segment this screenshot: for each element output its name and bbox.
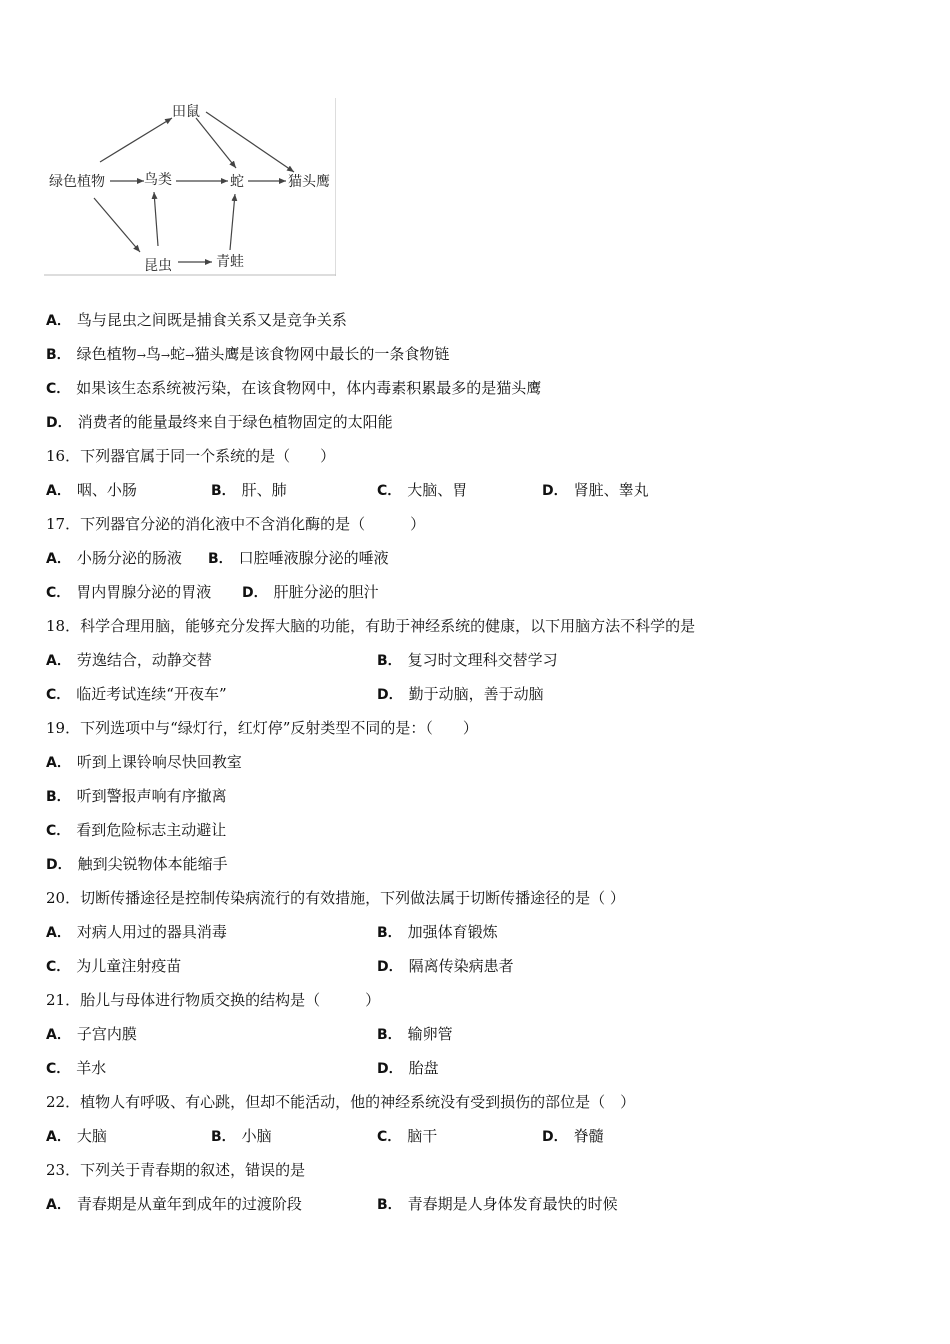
q19-option-b — [46, 786, 227, 807]
option-text: 胎盘 — [408, 1059, 439, 1077]
option-letter: A． — [46, 653, 71, 669]
option-text: 青春期是从童年到成年的过渡阶段 — [76, 1195, 302, 1213]
q16-option-b — [211, 480, 287, 501]
option-text: 鸟与昆虫之间既是捕食关系又是竞争关系 — [76, 311, 347, 329]
option-text: 脊髓 — [573, 1127, 604, 1145]
option-letter: D． — [377, 687, 403, 703]
q15-option-d — [46, 412, 393, 433]
option-letter: D． — [46, 415, 72, 431]
option-letter: C． — [377, 483, 402, 499]
q18-option-c — [46, 684, 227, 705]
q18-option-b — [377, 650, 558, 671]
q19-option-a — [46, 752, 242, 773]
option-text: 口腔唾液腺分泌的唾液 — [238, 549, 389, 567]
node-snake: 蛇 — [230, 174, 244, 190]
option-text-part: 绿色植物 — [76, 345, 137, 363]
option-text: 消费者的能量最终来自于绿色植物固定的太阳能 — [77, 413, 393, 431]
option-text: 临近考试连续“开夜车” — [76, 685, 227, 703]
q15-option-a — [46, 310, 347, 331]
option-text: 肾脏、睾丸 — [573, 481, 649, 499]
q22-stem: 22．植物人有呼吸、有心跳，但却不能活动，他的神经系统没有受到损伤的部位是（ ） — [46, 1093, 636, 1111]
option-text: 勤于动脑，善于动脑 — [408, 685, 544, 703]
option-text: 肝脏分泌的胆汁 — [273, 583, 379, 601]
option-text: 胃内胃腺分泌的胃液 — [76, 583, 212, 601]
option-text: 青春期是人身体发育最快的时候 — [407, 1195, 618, 1213]
option-letter: D． — [542, 483, 568, 499]
option-letter: C． — [46, 959, 71, 975]
option-letter: C． — [46, 687, 71, 703]
q19-stem: 19．下列选项中与“绿灯行，红灯停”反射类型不同的是：（ ） — [46, 719, 478, 737]
q22-option-c — [377, 1126, 437, 1147]
option-text: 听到上课铃响尽快回教室 — [76, 753, 242, 771]
option-letter: A． — [46, 925, 71, 941]
option-letter: D． — [242, 585, 268, 601]
node-field-mouse: 田鼠 — [172, 104, 200, 120]
option-text: 听到警报声响有序撤离 — [76, 787, 227, 805]
option-text: 小脑 — [241, 1127, 272, 1145]
option-letter: B． — [211, 1129, 236, 1145]
node-birds: 鸟类 — [144, 172, 172, 188]
option-text-part: 蛇 — [170, 345, 186, 363]
node-green-plants: 绿色植物 — [49, 174, 105, 190]
option-text: 为儿童注射疫苗 — [76, 957, 182, 975]
chain-arrow: → — [185, 349, 195, 362]
option-text: 触到尖锐物体本能缩手 — [77, 855, 228, 873]
option-letter: C． — [46, 823, 71, 839]
option-text: 大脑、胃 — [407, 481, 468, 499]
arrow-insects-to-birds — [154, 192, 158, 246]
option-text: 如果该生态系统被污染，在该食物网中，体内毒素积累最多的是猫头鹰 — [76, 379, 542, 397]
q21-stem: 21．胎儿与母体进行物质交换的结构是（ ） — [46, 991, 381, 1009]
option-letter: C． — [46, 585, 71, 601]
option-text: 复习时文理科交替学习 — [407, 651, 558, 669]
q23-option-b — [377, 1194, 618, 1215]
option-letter: D． — [377, 959, 403, 975]
option-letter: B． — [46, 347, 71, 363]
q17-option-a — [46, 548, 182, 569]
chain-arrow: → — [136, 349, 146, 362]
q20-option-a — [46, 922, 227, 943]
q22-option-a — [46, 1126, 107, 1147]
option-letter: B． — [377, 1027, 402, 1043]
q16-option-a — [46, 480, 137, 501]
option-letter: C． — [377, 1129, 402, 1145]
option-letter: B． — [377, 653, 402, 669]
q16-stem: 16．下列器官属于同一个系统的是（ ） — [46, 447, 336, 465]
q15-option-b — [46, 344, 449, 366]
option-letter: A． — [46, 755, 71, 771]
option-letter: B． — [377, 925, 402, 941]
q16-option-c — [377, 480, 467, 501]
q22-option-d — [542, 1126, 604, 1147]
option-text: 子宫内膜 — [76, 1025, 137, 1043]
q19-option-c — [46, 820, 226, 841]
option-text: 小肠分泌的肠液 — [76, 549, 182, 567]
option-text: 看到危险标志主动避让 — [76, 821, 227, 839]
q21-option-c — [46, 1058, 106, 1079]
q18-option-d — [377, 684, 544, 705]
q20-option-c — [46, 956, 181, 977]
q23-option-a — [46, 1194, 302, 1215]
q17-stem: 17．下列器官分泌的消化液中不含消化酶的是（ ） — [46, 515, 426, 533]
q18-option-a — [46, 650, 212, 671]
q17-option-c — [46, 582, 211, 603]
option-text: 加强体育锻炼 — [407, 923, 498, 941]
option-text: 输卵管 — [407, 1025, 453, 1043]
node-insects: 昆虫 — [144, 258, 172, 274]
option-text: 劳逸结合，动静交替 — [76, 651, 212, 669]
q19-option-d — [46, 854, 228, 875]
q23-stem: 23．下列关于青春期的叙述，错误的是 — [46, 1161, 306, 1179]
q22-option-b — [211, 1126, 272, 1147]
q20-option-b — [377, 922, 498, 943]
option-letter: A． — [46, 1197, 71, 1213]
option-text: 肝、肺 — [241, 481, 287, 499]
arrow-plants-to-mouse — [100, 118, 172, 162]
q21-option-a — [46, 1024, 137, 1045]
food-web-diagram — [44, 98, 336, 276]
q20-option-d — [377, 956, 514, 977]
q15-option-c — [46, 378, 541, 399]
node-owl: 猫头鹰 — [288, 174, 330, 190]
arrow-mouse-to-owl — [206, 112, 294, 172]
option-letter: A． — [46, 483, 71, 499]
arrow-frog-to-snake — [230, 194, 235, 250]
option-text: 羊水 — [76, 1059, 107, 1077]
option-letter: B． — [211, 483, 236, 499]
option-letter: B． — [208, 551, 233, 567]
option-text: 脑干 — [407, 1127, 438, 1145]
option-text: 咽、小肠 — [76, 481, 137, 499]
arrow-plants-to-insects — [94, 198, 140, 252]
q21-option-b — [377, 1024, 453, 1045]
q16-option-d — [542, 480, 649, 501]
option-letter: D． — [377, 1061, 403, 1077]
arrow-mouse-to-snake — [196, 118, 236, 168]
option-letter: B． — [377, 1197, 402, 1213]
option-letter: A． — [46, 551, 71, 567]
q20-stem: 20．切断传播途径是控制传染病流行的有效措施，下列做法属于切断传播途径的是（ ） — [46, 889, 625, 907]
option-letter: A． — [46, 1027, 71, 1043]
q17-option-b — [208, 548, 389, 569]
q21-option-d — [377, 1058, 439, 1079]
option-letter: A． — [46, 1129, 71, 1145]
option-letter: D． — [46, 857, 72, 873]
option-letter: A． — [46, 313, 71, 329]
node-frog: 青蛙 — [216, 254, 244, 270]
option-text: 大脑 — [76, 1127, 107, 1145]
option-text-part: 猫头鹰是该食物网中最长的一条食物链 — [194, 345, 450, 363]
option-letter: B． — [46, 789, 71, 805]
chain-arrow: → — [160, 349, 171, 362]
option-text: 对病人用过的器具消毒 — [76, 923, 227, 941]
q17-option-d — [242, 582, 379, 603]
food-web-figure — [44, 98, 336, 276]
option-letter: D． — [542, 1129, 568, 1145]
option-letter: C． — [46, 381, 71, 397]
option-text: 隔离传染病患者 — [408, 957, 514, 975]
q18-stem: 18．科学合理用脑，能够充分发挥大脑的功能，有助于神经系统的健康，以下用脑方法不科学的是 — [46, 617, 696, 635]
option-letter: C． — [46, 1061, 71, 1077]
option-text-part: 鸟 — [145, 345, 161, 363]
